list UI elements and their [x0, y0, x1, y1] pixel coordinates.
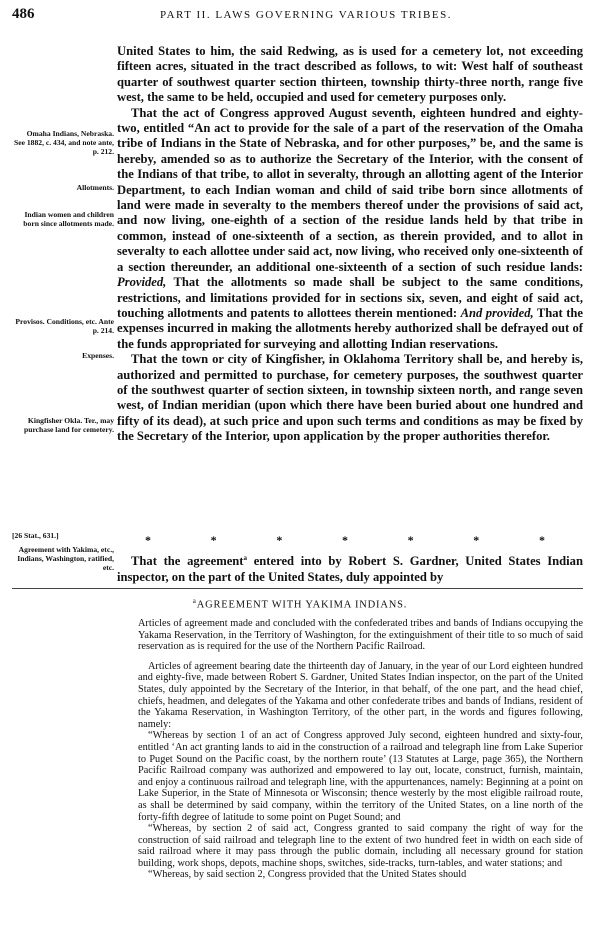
- paragraph-omaha-allotments: [117, 106, 583, 353]
- sidenote-omaha-title: Omaha Indians, Nebraska.: [26, 129, 114, 138]
- footnote-body: [138, 618, 583, 881]
- star: *: [276, 533, 283, 547]
- omaha-text-a: That the act of Congress approved August seventh, eighteen hundred and eighty-two, entitled “An act to provide for the sale of a part of the reservation of the Omaha tribe of Indians in the State of Nebraska, and for other purposes,” be, and the same is hereby, amended so as to authorize the Secretary of the Interior, with the consent of the Indians of that tribe, to allot in severalty, through an allotting agent of the Interior Department, to each Indian woman and child of said tribe born since allotments of land were made in severalty to the members thereof under the provisions of said act, and now living, one-eighth of a section of the residue lands held by that tribe in common, instead of one-sixteenth of a section, as therein provided, and to allot in severalty to each allottee under said act, now living, who received only one-sixteenth of a section thereunder, an additional one-sixteenth of a section of such residue lands:: [117, 105, 583, 274]
- footnote-title-text: AGREEMENT WITH YAKIMA INDIANS.: [196, 599, 408, 611]
- paragraph-kingfisher: That the town or city of Kingfisher, in Oklahoma Territory shall be, and hereby is, authorized and permitted to purchase, for cemetery purposes, the southwest quarter of the southwest quarter of section sixteen, in township sixteen north, and range seven west, of Indian meridian (upon which there have been buried about one hundred and fifty of its dead), at such price and upon such terms and conditions as may be fixed by the Secretary of the Interior, upon application by the proper authorities therefor.: [117, 352, 583, 444]
- star: *: [145, 533, 151, 547]
- main-text-agreement: [117, 551, 583, 585]
- footnote-intro: Articles of agreement made and concluded with the confederated tribes and bands of Indians occupying the Yakama Reservation, in the Territory of Washington, for the extinguishment of their title to so much of said reservation as is required for the use of the Northern Pacific Railroad.: [138, 618, 583, 653]
- running-head: PART II. LAWS GOVERNING VARIOUS TRIBES.: [160, 9, 452, 21]
- sidenote-omaha-see: See 1882, c. 434, and note ante, p. 212.: [14, 137, 114, 156]
- sidenote-women-children: Indian women and children born since allotments made.: [23, 210, 114, 228]
- page-number: 486: [12, 6, 35, 22]
- agreement-text-a: That the agreement: [131, 554, 244, 569]
- main-text-top: [117, 44, 583, 445]
- star: *: [341, 533, 348, 547]
- omaha-text-c: That the expenses incurred in making the allotments hereby authorized shall be defrayed out of the funds appropriated for surveying and allotting Indian reservations.: [117, 305, 583, 351]
- star: *: [210, 533, 217, 547]
- sidenote-omaha: [12, 130, 114, 157]
- footnote-paragraph-1: Articles of agreement bearing date the thirteenth day of January, in the year of our Lord eighteen hundred and eighty-five, made between Robert S. Gardner, United States Indian inspector, on the part of the United States, duly appointed by the Secretary of the Interior, in that behalf, of the one part, and the head chief, chiefs, headmen, and delegates of the Yakama and other confederate tribes and bands of Indians, resident of the Yakama Reservation, in Washington Territory, of the other part, in the words and figures following, namely:: [138, 660, 583, 730]
- footnote-paragraph-2: “Whereas by section 1 of an act of Congress approved July second, eighteen hundred and sixty-four, entitled ‘An act granting lands to aid in the construction of a railroad and telegraph line from Lake Superior to Puget Sound on the Pacific coast, by the northern route’ (13 Statutes at Large, page 365), the Northern Pacific Railroad company was authorized and empowered to lay out, locate, construct, furnish, maintain, and enjoy a continuous railroad and telegraph line, with the appurtenances, namely: Beginning at a point on Lake Superior, in the State of Minnesota or Wisconsin; thence westerly by the most eligible railroad route, as shall be determined by said company, within the territory of the United States, on a line north of the forty-fifth degree of latitude to some point on Puget Sound; and: [138, 730, 583, 823]
- sidenote-kingfisher: Kingfisher Okla. Ter., may purchase land for cemetery.: [24, 416, 114, 434]
- star: *: [407, 533, 414, 547]
- agreement-text-b: entered into by Robert S. Gardner, United States Indian inspector, on the part of the United States, duly appointed by: [117, 554, 583, 584]
- sidenote-expenses: Expenses.: [82, 351, 114, 360]
- provided-term-2: And provided,: [460, 305, 534, 320]
- paragraph-redwing-cemetery: United States to him, the said Redwing, as is used for a cemetery lot, not exceeding fifteen acres, situated in the tract described as follows, to wit: West half of southeast quarter of southwest quarter section thirteen, township thirty-three north, range five west, the same to be held, occupied and used for cemetery purposes only.: [117, 44, 583, 105]
- star: *: [538, 533, 545, 547]
- sidenote-agreement: Agreement with Yakima, etc., Indians, Washington, ratified, etc.: [17, 545, 114, 572]
- paragraph-yakima-agreement: [117, 551, 583, 585]
- footnote-paragraph-3: “Whereas, by section 2 of said act, Congress granted to said company the right of way for the construction of said railroad and telegraph line to the extent of two hundred feet in width on each side of said railroad where it may pass through the public domain, including all necessary ground for station building, work shops, depots, machine shops, switches, side-tracks, turn-tables, and water stations; and: [138, 823, 583, 869]
- provided-term-1: Provided,: [117, 275, 167, 290]
- footnote-title-mark: a: [192, 597, 197, 605]
- omaha-text-b: That the allotments so made shall be subject to the same conditions, restrictions, and limitations provided for in sections six, seven, and eight of said act, touching allotments and patents to allottees therein mentioned:: [117, 275, 584, 320]
- footnote-title: [0, 597, 600, 611]
- footnote-paragraph-4: “Whereas, by said section 2, Congress provided that the United States should: [148, 869, 467, 881]
- footnote-divider: [12, 588, 583, 589]
- sidenote-provisos: Provisos. Conditions, etc. Ante p. 214.: [15, 317, 114, 335]
- sidenote-allotments: Allotments.: [76, 183, 114, 192]
- section-break-stars: [117, 533, 583, 548]
- footnote-marker: a: [243, 554, 247, 562]
- sidenote-stat: [26 Stat., 631.]: [12, 531, 59, 540]
- star: *: [473, 533, 480, 547]
